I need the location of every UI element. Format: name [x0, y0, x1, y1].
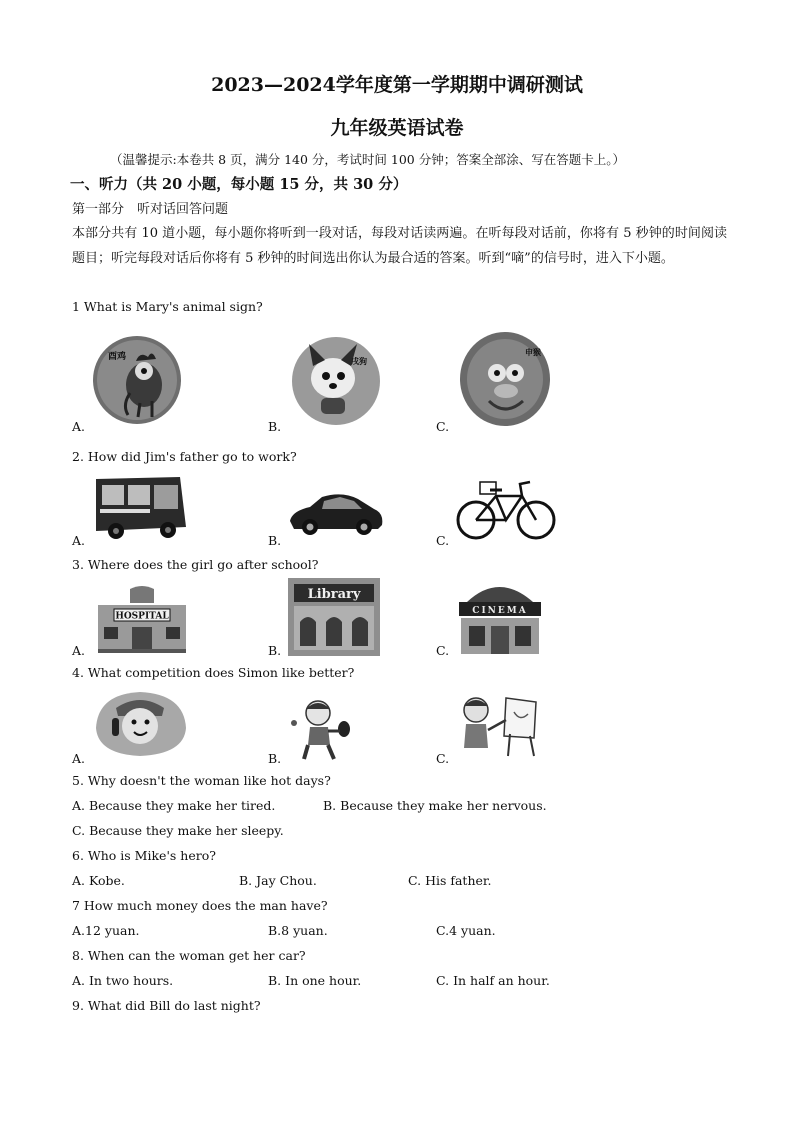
q2-label-b: B.: [268, 533, 282, 548]
dog-picture: [291, 336, 381, 426]
car-picture: [288, 491, 384, 537]
question-3: 3. Where does the girl go after school?: [72, 557, 319, 572]
library-sign: Library: [307, 587, 361, 602]
q7-option-a: A.12 yuan.: [72, 923, 140, 938]
rooster-picture: [92, 335, 182, 425]
q5-option-b: B. Because they make her nervous.: [323, 798, 547, 813]
q1-label-b: B.: [268, 419, 282, 434]
library-picture: [288, 578, 380, 656]
q4-label-b: B.: [268, 751, 282, 766]
singing-picture: [92, 688, 190, 758]
instructions: 本部分共有 10 道小题，每小题你将听到一段对话，每段对话读两遍。在听每段对话前，你将有 5 秒钟的时间阅读题目；听完每段对话后你将有 5 秒钟的时间选出你认为最合适的答案。听到“嘀”的信号时，进入下小题。: [72, 226, 727, 266]
q3-label-b: B.: [268, 643, 282, 658]
exam-title: 2023—2024学年度第一学期期中调研测试: [211, 74, 583, 96]
bus-picture: [92, 473, 188, 541]
q6-option-a: A. Kobe.: [72, 873, 125, 888]
q4-label-a: A.: [72, 751, 86, 766]
q7-option-b: B.8 yuan.: [268, 923, 328, 938]
q4-label-c: C.: [436, 751, 450, 766]
q3-label-a: A.: [72, 643, 86, 658]
q8-option-c: C. In half an hour.: [436, 973, 550, 988]
q6-option-c: C. His father.: [408, 873, 492, 888]
q7-option-c: C.4 yuan.: [436, 923, 496, 938]
q1-label-c: C.: [436, 419, 450, 434]
question-6: 6. Who is Mike's hero?: [72, 848, 216, 863]
question-8: 8. When can the woman get her car?: [72, 948, 306, 963]
question-2: 2. How did Jim's father go to work?: [72, 449, 297, 464]
q3-label-c: C.: [436, 643, 450, 658]
monkey-label: 申猴: [525, 347, 541, 357]
section-heading: 一、听力（共 20 小题，每小题 15 分，共 30 分）: [70, 176, 408, 193]
q1-label-a: A.: [72, 419, 86, 434]
q8-option-a: A. In two hours.: [72, 973, 174, 988]
exam-subtitle: 九年级英语试卷: [330, 117, 464, 139]
dog-label: 戌狗: [351, 356, 367, 366]
exam-tip: （温馨提示:本卷共 8 页，满分 140 分，考试时间 100 分钟；答案全部涂、写在答题卡上。）: [110, 152, 625, 167]
q2-label-a: A.: [72, 533, 86, 548]
q6-option-b: B. Jay Chou.: [239, 873, 317, 888]
bicycle-picture: [456, 476, 556, 542]
question-1: 1 What is Mary's animal sign?: [72, 299, 263, 314]
hospital-picture: [94, 583, 190, 655]
q8-option-b: B. In one hour.: [268, 973, 362, 988]
question-5: 5. Why doesn't the woman like hot days?: [72, 773, 331, 788]
cinema-sign: CINEMA: [472, 606, 528, 616]
painting-picture: [456, 694, 540, 758]
question-7: 7 How much money does the man have?: [72, 898, 328, 913]
hospital-sign: HOSPITAL: [115, 611, 169, 622]
question-9: 9. What did Bill do last night?: [72, 998, 261, 1013]
q5-option-c: C. Because they make her sleepy.: [72, 823, 284, 838]
ping-pong-picture: [288, 699, 352, 761]
monkey-picture: [459, 331, 551, 427]
cinema-picture: [455, 576, 545, 656]
q5-option-a: A. Because they make her tired.: [72, 798, 276, 813]
q2-label-c: C.: [436, 533, 450, 548]
part-heading: 第一部分 听对话回答问题: [72, 202, 229, 217]
rooster-label: 酉鸡: [108, 352, 127, 362]
question-4: 4. What competition does Simon like better?: [72, 665, 355, 680]
